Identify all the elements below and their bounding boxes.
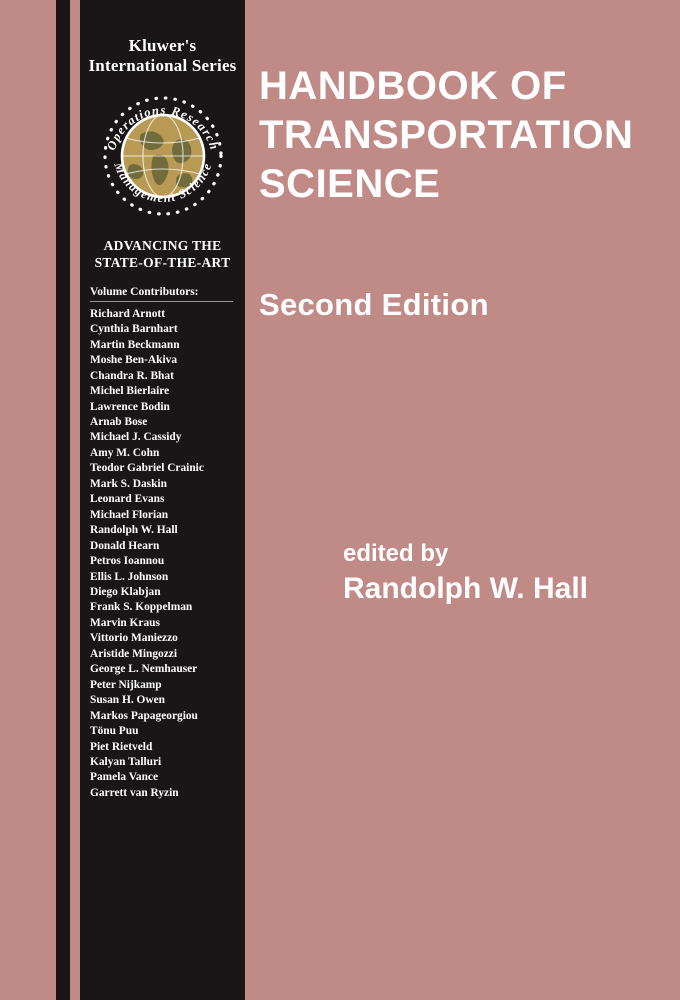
list-item: Michel Bierlaire	[90, 385, 170, 398]
title-line-1: HANDBOOK OF	[259, 64, 567, 108]
series-title-line-2: International Series	[88, 56, 237, 76]
list-item: Piet Rietveld	[90, 740, 153, 753]
series-tagline-line-2: STATE-OF-THE-ART	[94, 254, 231, 270]
list-item: Michael Florian	[90, 508, 169, 521]
list-item: Garrett van Ryzin	[90, 786, 179, 799]
series-title-line-1: Kluwer's	[128, 36, 197, 55]
list-item: Aristide Mingozzi	[90, 647, 177, 660]
list-item: Amy M. Cohn	[90, 446, 160, 459]
list-item: Michael J. Cassidy	[90, 431, 182, 444]
cover-main-area	[245, 0, 680, 1000]
list-item: Lawrence Bodin	[90, 400, 170, 413]
list-item: Vittorio Maniezzo	[90, 632, 178, 645]
list-item: Marvin Kraus	[90, 616, 160, 629]
series-tagline-line-1: ADVANCING THE	[103, 238, 222, 254]
list-item: Tönu Puu	[90, 725, 139, 738]
list-item: Teodor Gabriel Crainic	[90, 462, 204, 475]
list-item: Martin Beckmann	[90, 338, 180, 351]
list-item: Arnab Bose	[90, 416, 148, 429]
editor-name: Randolph W. Hall	[343, 572, 588, 605]
list-item: Ellis L. Johnson	[90, 570, 169, 583]
list-item: Susan H. Owen	[90, 694, 166, 707]
contributors-divider	[90, 301, 233, 302]
svg-text:Management Science: Management Science	[110, 160, 214, 206]
list-item: Randolph W. Hall	[90, 524, 178, 537]
title-line-3: SCIENCE	[259, 161, 441, 206]
contributors-list	[80, 307, 245, 802]
series-title	[80, 0, 245, 76]
list-item: Pamela Vance	[90, 771, 159, 784]
list-item: Chandra R. Bhat	[90, 369, 174, 382]
cover-sidebar	[80, 0, 245, 1000]
list-item: Moshe Ben-Akiva	[90, 354, 178, 367]
title-line-2: TRANSPORTATION	[259, 112, 634, 157]
list-item: Peter Nijkamp	[90, 678, 162, 691]
list-item: Richard Arnott	[90, 307, 165, 320]
globe-emblem-icon	[97, 90, 229, 222]
list-item: Kalyan Talluri	[90, 755, 162, 768]
spine-stripe	[56, 0, 70, 1000]
list-item: George L. Nemhauser	[90, 663, 198, 676]
emblem-container	[84, 82, 242, 232]
list-item: Petros Ioannou	[90, 555, 165, 568]
list-item: Markos Papageorgiou	[90, 709, 198, 722]
edition-label: Second Edition	[259, 287, 489, 322]
list-item: Donald Hearn	[90, 539, 160, 552]
list-item: Frank S. Koppelman	[90, 601, 193, 614]
svg-text:Operations Research: Operations Research	[103, 103, 222, 153]
list-item: Leonard Evans	[90, 493, 165, 506]
series-tagline	[80, 232, 245, 272]
edited-by-label: edited by	[343, 540, 449, 567]
list-item: Diego Klabjan	[90, 586, 161, 598]
list-item: Mark S. Daskin	[90, 477, 167, 490]
contributors-heading: Volume Contributors:	[90, 285, 199, 298]
list-item: Cynthia Barnhart	[90, 323, 178, 336]
page-title	[259, 62, 679, 208]
